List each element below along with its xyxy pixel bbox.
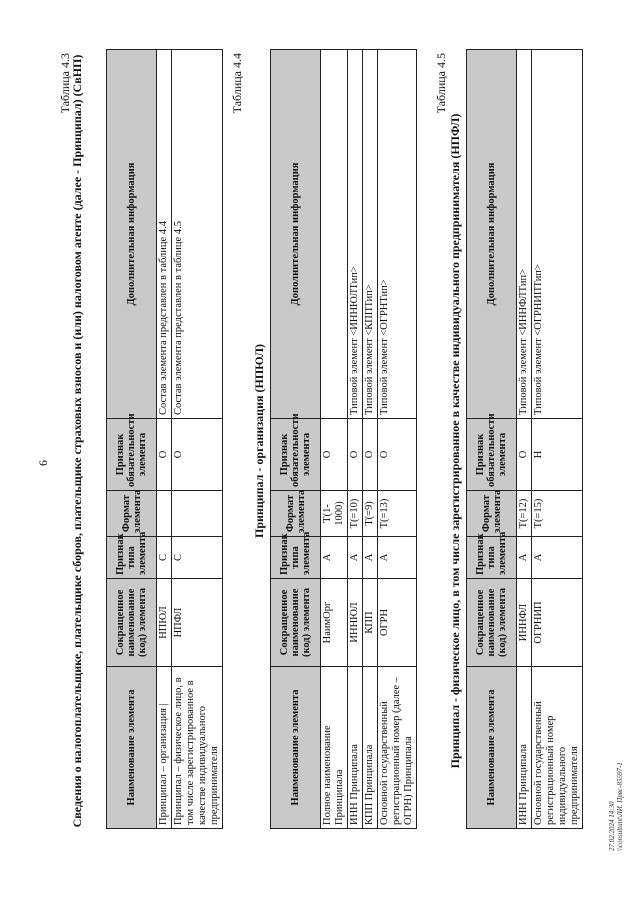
header-element-required: Признак обязательности элемента: [467, 419, 517, 491]
table-4-3-title: Сведения о налогоплательщике, плательщике сборов, плательщике страховых взносов и (или) налоговом агенте (далее - Принципал) (СвНП): [70, 54, 84, 828]
cell-additional-info: Типовой элемент <КППТип>: [363, 50, 378, 419]
cell-additional-info: Типовой элемент <ОГРНТип>: [378, 50, 417, 419]
page-number: 6: [36, 460, 50, 466]
header-element-type: Признак типа элемента: [107, 537, 157, 579]
cell-additional-info: [321, 50, 348, 419]
cell-element-type: А: [363, 537, 378, 579]
cell-element-code: ОГРН: [378, 579, 417, 667]
cell-element-code: НПФЛ: [172, 579, 223, 667]
cell-element-type: А: [348, 537, 363, 579]
table-row: [172, 50, 223, 829]
cell-element-format: Т(=15): [532, 491, 583, 537]
cell-element-format: Т(=12): [517, 491, 532, 537]
table-row: [532, 50, 583, 829]
cell-additional-info: Состав элемента представлен в таблице 4.5: [172, 50, 223, 419]
header-element-code: Сокращенное наименование (код) элемента: [467, 579, 517, 667]
header-element-name: Наименование элемента: [271, 667, 321, 829]
header-element-format: Формат элемента: [271, 491, 321, 537]
table-row: [378, 50, 417, 829]
header-element-type: Признак типа элемента: [271, 537, 321, 579]
header-element-required: Признак обязательности элемента: [107, 419, 157, 491]
cell-element-format: Т(=10): [348, 491, 363, 537]
cell-element-name: Полное наименование Принципала: [321, 667, 348, 829]
cell-element-format: Т(=9): [363, 491, 378, 537]
cell-element-required: О: [321, 419, 348, 491]
cell-additional-info: Состав элемента представлен в таблице 4.4: [157, 50, 172, 419]
cell-element-name: Основной государственный регистрационный номер (далее – ОГРН) Принципала: [378, 667, 417, 829]
cell-element-name: Принципал – физическое лицо, в том числе зарегистрированное в качестве индивидуального предпринимателя: [172, 667, 223, 829]
header-element-type: Признак типа элемента: [467, 537, 517, 579]
cell-element-name: КПП Принципала: [363, 667, 378, 829]
header-additional-info: Дополнительная информация: [107, 50, 157, 419]
footer-timestamp: 27.02.2024 14:30: [608, 801, 616, 851]
table-4-4: [270, 49, 417, 829]
cell-element-required: О: [157, 419, 172, 491]
table-4-5: [466, 49, 583, 829]
table-row: [517, 50, 532, 829]
document-footer: [608, 762, 624, 851]
header-element-name: Наименование элемента: [107, 667, 157, 829]
table-4-3: [106, 49, 223, 829]
header-element-name: Наименование элемента: [467, 667, 517, 829]
cell-element-code: НПЮЛ: [157, 579, 172, 667]
header-element-code: Сокращенное наименование (код) элемента: [107, 579, 157, 667]
cell-element-format: [157, 491, 172, 537]
table-row: [157, 50, 172, 829]
header-additional-info: Дополнительная информация: [467, 50, 517, 419]
header-additional-info: Дополнительная информация: [271, 50, 321, 419]
header-element-code: Сокращенное наименование (код) элемента: [271, 579, 321, 667]
cell-element-code: ОГРНИП: [532, 579, 583, 667]
cell-element-format: Т(1-1000): [321, 491, 348, 537]
cell-element-type: А: [532, 537, 583, 579]
cell-element-required: О: [517, 419, 532, 491]
cell-additional-info: Типовой элемент <ИННФЛТип>: [517, 50, 532, 419]
cell-element-format: Т(=13): [378, 491, 417, 537]
cell-element-type: А: [378, 537, 417, 579]
header-element-format: Формат элемента: [467, 491, 517, 537]
cell-additional-info: Типовой элемент <ОГРНИПТип>: [532, 50, 583, 419]
cell-element-code: НаимОрг: [321, 579, 348, 667]
cell-element-required: О: [172, 419, 223, 491]
cell-element-type: С: [172, 537, 223, 579]
cell-element-name: ИНН Принципала: [348, 667, 363, 829]
cell-element-type: А: [517, 537, 532, 579]
table-4-3-label: Таблица 4.3: [58, 53, 72, 114]
table-4-5-title: Принципал - физическое лицо, в том числе зарегистрированное в качестве индивидуального предпринимателя (НПФЛ): [448, 113, 462, 769]
table-row: [348, 50, 363, 829]
table-4-5-label: Таблица 4.5: [434, 53, 448, 114]
table-row: [363, 50, 378, 829]
cell-element-name: Принципал – организация |: [157, 667, 172, 829]
cell-element-code: ИННЮЛ: [348, 579, 363, 667]
cell-element-format: [172, 491, 223, 537]
table-4-4-label: Таблица 4.4: [230, 53, 244, 114]
cell-element-type: С: [157, 537, 172, 579]
table-4-4-title: Принципал - организация (НПЮЛ): [252, 343, 266, 539]
cell-element-required: О: [348, 419, 363, 491]
cell-element-required: Н: [532, 419, 583, 491]
cell-element-required: О: [378, 419, 417, 491]
cell-additional-info: Типовой элемент <ИННЮЛТип>: [348, 50, 363, 419]
cell-element-name: ИНН Принципала: [517, 667, 532, 829]
table-row: [321, 50, 348, 829]
cell-element-type: А: [321, 537, 348, 579]
cell-element-code: КПП: [363, 579, 378, 667]
cell-element-required: О: [363, 419, 378, 491]
header-element-required: Признак обязательности элемента: [271, 419, 321, 491]
footer-path: \\consultant\ЛИ. Пряс-85597-1: [616, 762, 624, 851]
cell-element-name: Основной государственный регистрационный номер индивидуального предпринимателя: [532, 667, 583, 829]
cell-element-code: ИННФЛ: [517, 579, 532, 667]
header-element-format: Формат элемента: [107, 491, 157, 537]
